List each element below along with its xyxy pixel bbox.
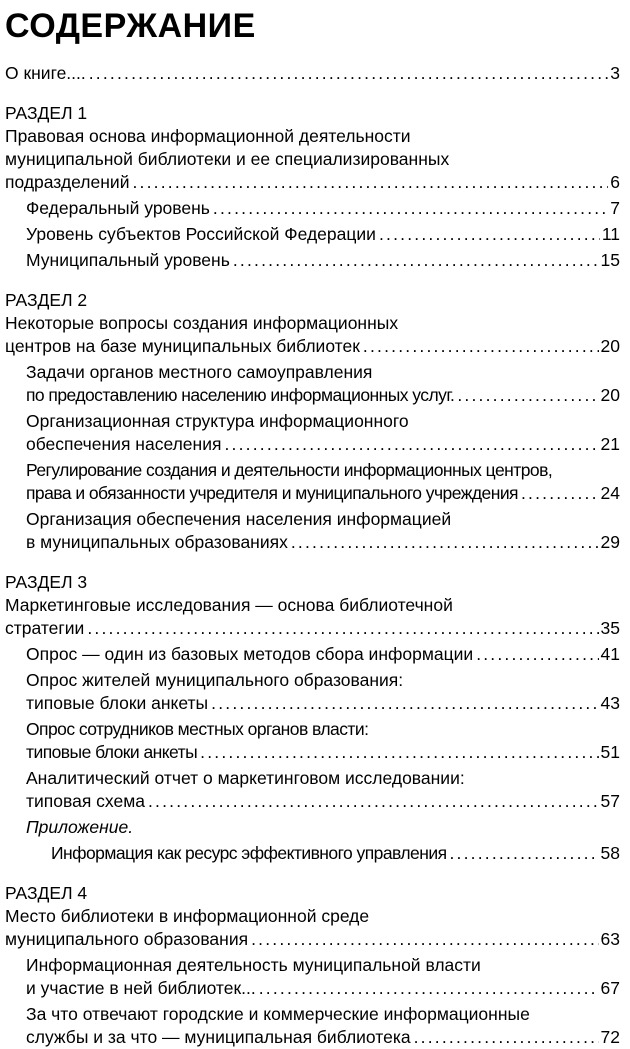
entry-text: типовые блоки анкеты bbox=[26, 693, 209, 713]
entry-text: Организация обеспечения населения информацией bbox=[26, 509, 452, 529]
entry-line bbox=[26, 741, 620, 764]
leader-dots bbox=[211, 692, 598, 715]
section-heading: РАЗДЕЛ 3 bbox=[5, 572, 88, 592]
entry-text: службы и за что — муниципальная библиотека bbox=[26, 1027, 411, 1047]
entry-line bbox=[26, 1026, 620, 1049]
entry-line bbox=[26, 816, 620, 839]
leader-dots bbox=[251, 928, 598, 951]
page-number: 43 bbox=[600, 693, 620, 713]
page-number: 58 bbox=[600, 843, 620, 863]
section-heading: РАЗДЕЛ 4 bbox=[5, 883, 88, 903]
page-number: 41 bbox=[600, 644, 620, 664]
leader-dots bbox=[89, 62, 609, 85]
leader-dots bbox=[291, 531, 599, 554]
toc-entry bbox=[5, 954, 620, 1000]
entry-text: О книге.... bbox=[5, 63, 86, 83]
entry-text: Маркетинговые исследования — основа библиотечной bbox=[5, 595, 453, 615]
entry-text: Муниципальный уровень bbox=[26, 250, 230, 270]
leader-dots bbox=[450, 842, 599, 865]
leader-dots bbox=[213, 197, 608, 220]
entry-line bbox=[26, 977, 620, 1000]
entry-line bbox=[26, 790, 620, 813]
page-number: 57 bbox=[600, 791, 620, 811]
entry-line bbox=[5, 171, 620, 194]
page-number: 51 bbox=[600, 742, 620, 762]
entry-line bbox=[51, 842, 620, 865]
page-number: 15 bbox=[600, 250, 620, 270]
page-number: 20 bbox=[600, 385, 620, 405]
leader-dots bbox=[87, 617, 598, 640]
entry-line bbox=[26, 482, 620, 505]
entry-line bbox=[26, 384, 620, 407]
toc-section bbox=[5, 289, 620, 554]
toc-entry bbox=[5, 643, 620, 666]
leader-dots bbox=[457, 384, 598, 407]
entry-line bbox=[5, 617, 620, 640]
entry-text: права и обязанности учредителя и муниципального учреждения bbox=[26, 483, 518, 503]
entry-text: Аналитический отчет о маркетинговом исследовании: bbox=[26, 768, 465, 788]
entry-line bbox=[26, 954, 620, 977]
toc-entry bbox=[5, 1003, 620, 1049]
entry-line bbox=[26, 531, 620, 554]
entry-line bbox=[26, 643, 620, 666]
leader-dots bbox=[132, 171, 608, 194]
entry-line bbox=[5, 335, 620, 358]
page-number: 11 bbox=[601, 224, 620, 244]
page-number: 29 bbox=[600, 532, 620, 552]
entry-text: Задачи органов местного самоуправления bbox=[26, 362, 373, 382]
leader-dots bbox=[379, 223, 600, 246]
toc-front-matter bbox=[5, 62, 620, 85]
entry-text: Правовая основа информационной деятельности bbox=[5, 126, 411, 146]
entry-text: Опрос — один из базовых методов сбора информации bbox=[26, 644, 474, 664]
page-number: 3 bbox=[610, 63, 620, 83]
toc-entry bbox=[5, 905, 620, 951]
toc-entry bbox=[5, 249, 620, 272]
toc-entry bbox=[5, 312, 620, 358]
toc-entry bbox=[5, 459, 620, 505]
entry-line bbox=[26, 669, 620, 692]
toc-entry bbox=[5, 767, 620, 813]
page-number: 67 bbox=[600, 978, 620, 998]
entry-text: в муниципальных образованиях bbox=[26, 532, 288, 552]
page-number: 35 bbox=[600, 618, 620, 638]
entry-line bbox=[26, 223, 620, 246]
entry-text: Организационная структура информационного bbox=[26, 411, 409, 431]
entry-line bbox=[26, 692, 620, 715]
entry-text: Приложение. bbox=[26, 817, 134, 837]
toc-entry bbox=[5, 410, 620, 456]
toc-entry bbox=[5, 718, 620, 764]
leader-dots bbox=[259, 977, 599, 1000]
entry-line bbox=[26, 459, 620, 482]
toc-entry bbox=[5, 197, 620, 220]
entry-line bbox=[26, 508, 620, 531]
entry-line bbox=[5, 148, 620, 171]
toc-entry bbox=[5, 361, 620, 407]
entry-text: Некоторые вопросы создания информационных bbox=[5, 313, 399, 333]
toc-sections bbox=[5, 102, 620, 1049]
entry-text: обеспечения населения bbox=[26, 434, 222, 454]
entry-line bbox=[5, 312, 620, 335]
entry-text: Опрос жителей муниципального образования: bbox=[26, 670, 404, 690]
entry-line bbox=[26, 767, 620, 790]
leader-dots bbox=[224, 433, 598, 456]
page-number: 20 bbox=[600, 336, 620, 356]
leader-dots bbox=[521, 482, 599, 505]
entry-line bbox=[26, 718, 620, 741]
entry-line bbox=[26, 433, 620, 456]
entry-line bbox=[5, 62, 620, 85]
toc-entry bbox=[5, 842, 620, 865]
page-number: 24 bbox=[600, 483, 620, 503]
entry-text: муниципального образования bbox=[5, 929, 249, 949]
leader-dots bbox=[476, 643, 598, 666]
table-of-contents bbox=[5, 62, 620, 1049]
entry-text: Информационная деятельность муниципальной власти bbox=[26, 955, 481, 975]
entry-line bbox=[5, 125, 620, 148]
leader-dots bbox=[363, 335, 599, 358]
entry-text: типовая схема bbox=[26, 791, 145, 811]
toc-entry bbox=[5, 62, 620, 85]
entry-line bbox=[26, 1003, 620, 1026]
page-number: 63 bbox=[600, 929, 620, 949]
toc-entry bbox=[5, 508, 620, 554]
toc-section bbox=[5, 882, 620, 1049]
entry-text: За что отвечают городские и коммерческие информационные bbox=[26, 1004, 530, 1024]
leader-dots bbox=[414, 1026, 599, 1049]
entry-line bbox=[26, 410, 620, 433]
entry-text: муниципальной библиотеки и ее специализированных bbox=[5, 149, 450, 169]
leader-dots bbox=[233, 249, 599, 272]
entry-line bbox=[5, 905, 620, 928]
section-heading: РАЗДЕЛ 2 bbox=[5, 290, 88, 310]
section-heading: РАЗДЕЛ 1 bbox=[5, 103, 88, 123]
toc-entry bbox=[5, 816, 620, 839]
leader-dots bbox=[148, 790, 599, 813]
toc-section bbox=[5, 102, 620, 272]
entry-text: Федеральный уровень bbox=[26, 198, 210, 218]
toc-entry bbox=[5, 594, 620, 640]
toc-entry bbox=[5, 223, 620, 246]
page-number: 21 bbox=[600, 434, 620, 454]
entry-line bbox=[26, 249, 620, 272]
entry-line bbox=[26, 197, 620, 220]
entry-text: типовые блоки анкеты bbox=[26, 742, 198, 762]
entry-line bbox=[5, 928, 620, 951]
entry-text: Информация как ресурс эффективного управления bbox=[51, 843, 447, 863]
entry-line bbox=[26, 361, 620, 384]
toc-entry bbox=[5, 669, 620, 715]
entry-text: центров на базе муниципальных библиотек bbox=[5, 336, 360, 356]
entry-text: по предоставлению населению информационных услуг. bbox=[26, 385, 455, 405]
leader-dots bbox=[200, 741, 598, 764]
entry-text: Место библиотеки в информационной среде bbox=[5, 906, 370, 926]
page-number: 7 bbox=[610, 198, 620, 218]
entry-text: и участие в ней библиотек... bbox=[26, 978, 256, 998]
entry-text: Регулирование создания и деятельности информационных центров, bbox=[26, 460, 553, 480]
entry-text: Уровень субъектов Российской Федерации bbox=[26, 224, 376, 244]
page-number: 72 bbox=[600, 1027, 620, 1047]
entry-line bbox=[5, 594, 620, 617]
page-number: 6 bbox=[610, 172, 620, 192]
toc-section bbox=[5, 571, 620, 865]
entry-text: Опрос сотрудников местных органов власти: bbox=[26, 719, 369, 739]
entry-text: стратегии bbox=[5, 618, 85, 638]
page-title: СОДЕРЖАНИЕ bbox=[5, 7, 256, 45]
entry-text: подразделений bbox=[5, 172, 130, 192]
toc-entry bbox=[5, 125, 620, 194]
